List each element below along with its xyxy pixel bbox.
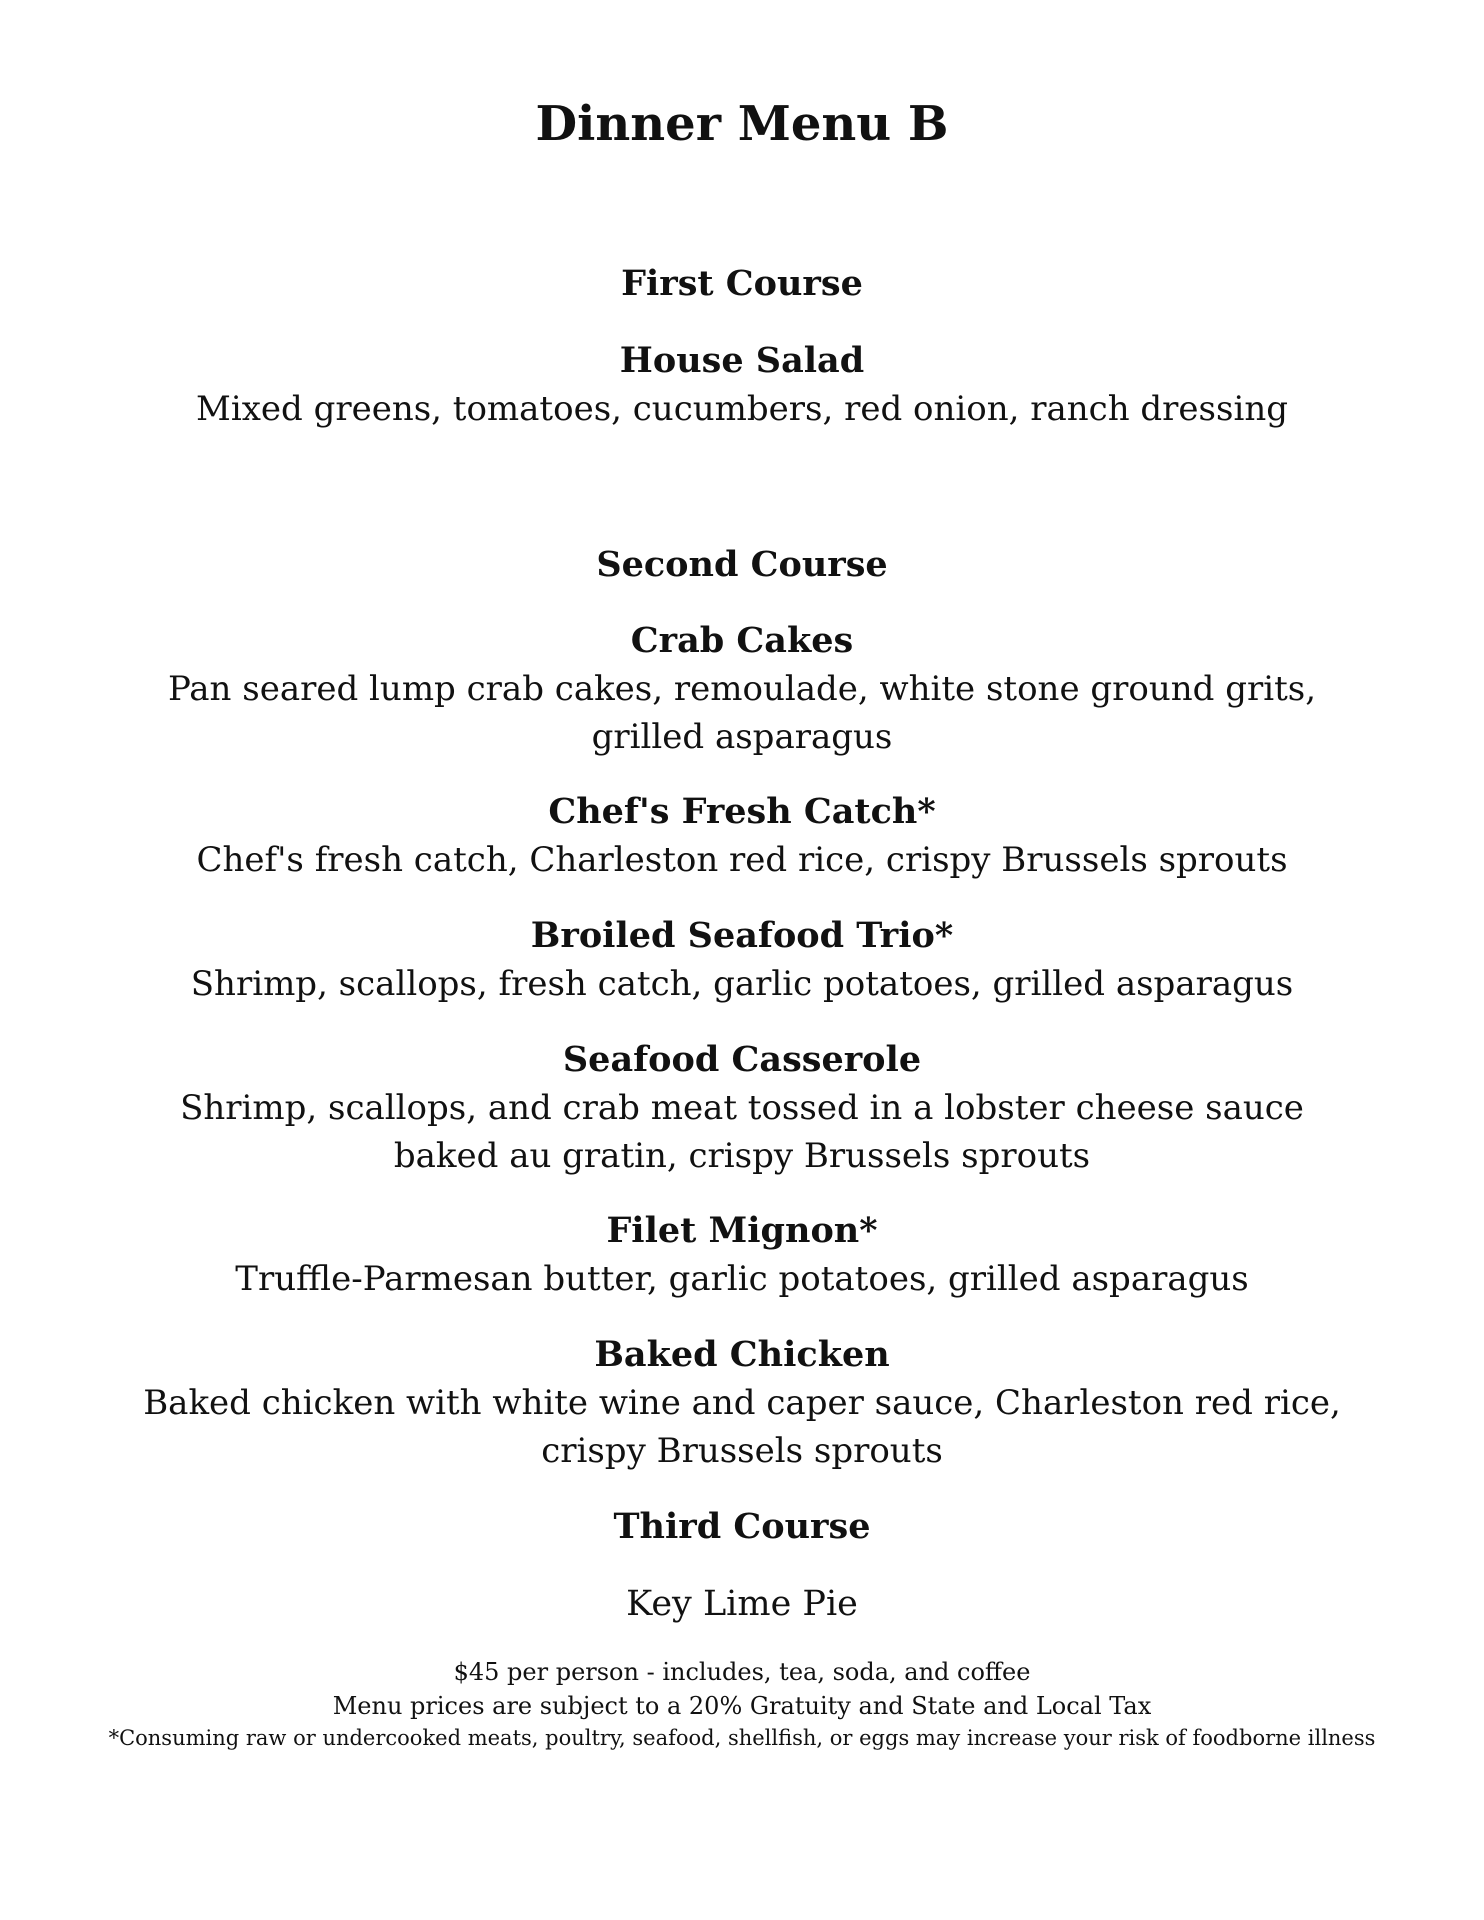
item-name: House Salad <box>619 340 865 381</box>
menu-item-seafood-casserole <box>0 1036 1484 1180</box>
menu-item-chefs-fresh-catch <box>0 788 1484 884</box>
item-description: grilled asparagus <box>591 717 893 757</box>
first-course-heading: First Course <box>621 263 863 304</box>
item-name: Baked Chicken <box>594 1334 890 1375</box>
item-description: Truffle-Parmesan butter, garlic potatoes, grilled asparagus <box>235 1259 1249 1299</box>
second-course-heading: Second Course <box>596 544 888 585</box>
menu-item-filet-mignon <box>0 1207 1484 1303</box>
menu-item-house-salad <box>0 337 1484 433</box>
item-name: Chef's Fresh Catch* <box>548 791 936 832</box>
menu-item-broiled-seafood-trio <box>0 912 1484 1008</box>
item-description: crispy Brussels sprouts <box>541 1431 943 1471</box>
item-name: Broiled Seafood Trio* <box>530 915 954 956</box>
item-name: Crab Cakes <box>630 620 854 661</box>
menu-footer <box>0 1655 1484 1753</box>
menu-title: Dinner Menu B <box>535 96 949 152</box>
item-description: Shrimp, scallops, fresh catch, garlic potatoes, grilled asparagus <box>190 964 1294 1004</box>
item-description: baked au gratin, crispy Brussels sprouts <box>393 1136 1091 1176</box>
item-name: Filet Mignon* <box>606 1210 878 1251</box>
menu-item-crab-cakes <box>0 617 1484 761</box>
third-course-heading: Third Course <box>613 1506 871 1547</box>
dessert-item: Key Lime Pie <box>626 1584 858 1624</box>
price-note: $45 per person - includes, tea, soda, and coffee <box>453 1658 1031 1686</box>
item-description: Mixed greens, tomatoes, cucumbers, red onion, ranch dressing <box>196 389 1288 429</box>
gratuity-note: Menu prices are subject to a 20% Gratuity and State and Local Tax <box>332 1692 1152 1720</box>
item-name: Seafood Casserole <box>562 1039 922 1080</box>
item-description: Pan seared lump crab cakes, remoulade, white stone ground grits, <box>167 669 1317 709</box>
item-description: Shrimp, scallops, and crab meat tossed in a lobster cheese sauce <box>180 1088 1304 1128</box>
item-description: Baked chicken with white wine and caper sauce, Charleston red rice, <box>143 1383 1341 1423</box>
food-safety-warning: *Consuming raw or undercooked meats, poultry, seafood, shellfish, or eggs may increase your risk of foodborne illness <box>108 1726 1376 1750</box>
menu-item-baked-chicken <box>0 1331 1484 1475</box>
item-description: Chef's fresh catch, Charleston red rice, crispy Brussels sprouts <box>196 840 1288 880</box>
